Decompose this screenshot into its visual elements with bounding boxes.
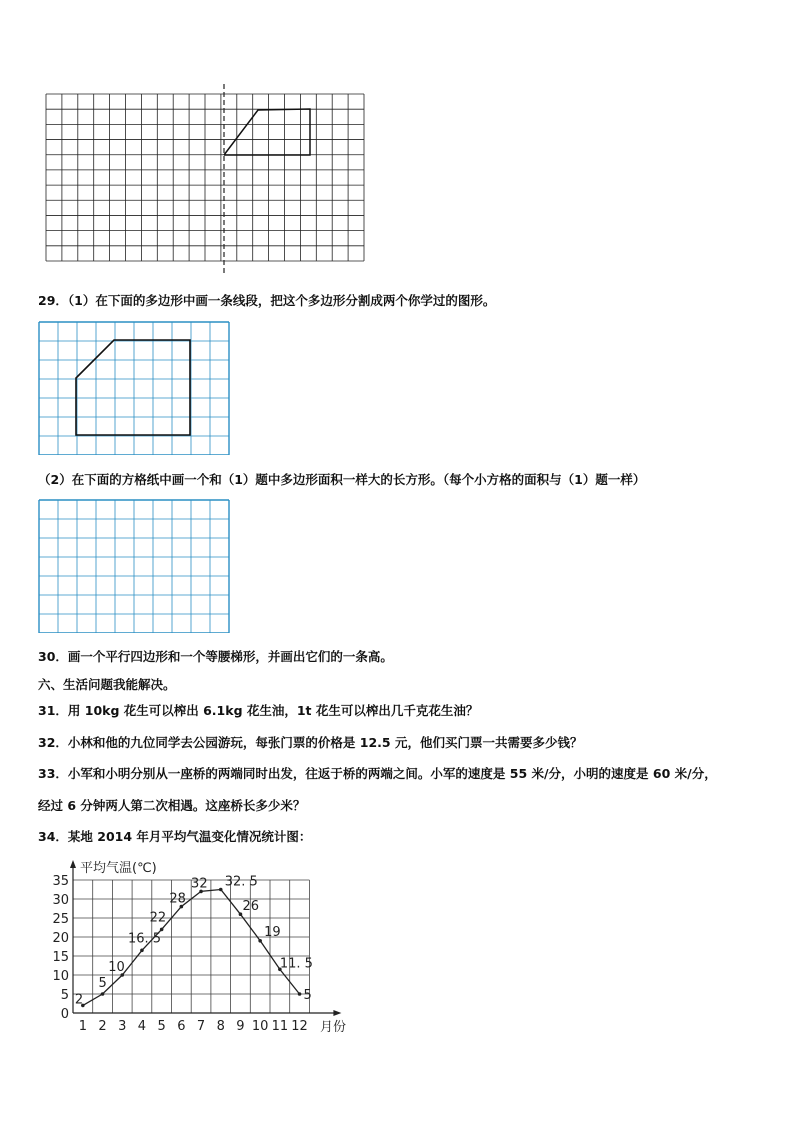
data-labels [75, 875, 313, 1008]
x-tick-label: 2 [98, 1019, 107, 1034]
data-point [258, 939, 262, 943]
x-tick-label: 8 [216, 1019, 225, 1034]
y-axis-arrow [70, 860, 76, 868]
data-label: 5 [303, 988, 312, 1003]
x-tick-label: 12 [291, 1019, 308, 1034]
y-tick-label: 10 [52, 969, 69, 984]
data-point [101, 992, 105, 996]
x-tick-label: 3 [118, 1019, 127, 1034]
x-tick-label: 5 [157, 1019, 166, 1034]
y-tick-labels [52, 874, 69, 1022]
data-label: 11. 5 [279, 956, 313, 972]
question-32: 32．小林和他的九位同学去公园游玩，每张门票的价格是 12.5 元，他们买门票一共需要多少钱？ [38, 735, 583, 750]
y-tick-label: 0 [60, 1007, 69, 1022]
question-29-part2: （2）在下面的方格纸中画一个和（1）题中多边形面积一样大的长方形。（每个小方格的面积与（1）题一样） [38, 472, 646, 487]
x-tick-label: 10 [251, 1019, 269, 1034]
y-tick-label: 15 [52, 950, 69, 965]
data-label: 28 [169, 891, 186, 907]
question-29-part1: 29．（1）在下面的多边形中画一条线段，把这个多边形分割成两个你学过的图形。 [38, 293, 496, 308]
x-tick-label: 9 [236, 1019, 245, 1034]
empty-grid [38, 499, 230, 633]
question-30: 30．画一个平行四边形和一个等腰梯形，并画出它们的一条高。 [38, 649, 393, 664]
question-33-line1: 33．小军和小明分别从一座桥的两端同时出发，往返于桥的两端之间。小军的速度是 55 米/分，小明的速度是 60 米/分， [38, 766, 717, 781]
data-label: 32 [191, 876, 208, 892]
x-axis-label: 月份 [320, 1020, 347, 1035]
section-6-heading: 六、生活问题我能解决。 [38, 677, 176, 692]
polygon-shape [76, 340, 190, 435]
question-33-line2: 经过 6 分钟两人第二次相遇。这座桥长多少米？ [38, 798, 306, 813]
x-tick-label: 7 [196, 1019, 206, 1034]
x-tick-label: 6 [177, 1019, 186, 1034]
symmetry-grid-figure [0, 0, 794, 280]
polygon-grid [38, 321, 230, 455]
data-label: 19 [264, 924, 281, 940]
x-axis-arrow [333, 1010, 341, 1016]
data-label: 32. 5 [224, 874, 258, 890]
data-label: 5 [98, 976, 107, 991]
data-point [140, 949, 144, 953]
top-grid-lines [46, 94, 364, 261]
y-tick-label: 25 [52, 912, 69, 927]
y-axis-label: 平均气温(℃) [80, 861, 157, 876]
question-34: 34．某地 2014 年月平均气温变化情况统计图： [38, 829, 312, 844]
data-point [298, 992, 302, 996]
y-tick-label: 20 [52, 931, 69, 946]
data-point [219, 888, 223, 892]
y-tick-label: 5 [60, 988, 69, 1003]
x-tick-labels [79, 1019, 308, 1034]
data-label: 10 [108, 960, 125, 975]
x-tick-label: 4 [137, 1019, 147, 1034]
x-tick-label: 11 [271, 1019, 289, 1034]
data-label: 16. 5 [127, 931, 162, 947]
data-label: 2 [74, 992, 84, 1008]
chart-grid [73, 880, 309, 1013]
x-tick-label: 1 [78, 1019, 87, 1034]
data-label: 26 [242, 899, 259, 915]
question-31: 31．用 10kg 花生可以榨出 6.1kg 花生油，1t 花生可以榨出几千克花生油？ [38, 703, 479, 718]
data-label: 22 [149, 910, 167, 926]
blue-grid-lines-2 [39, 500, 229, 633]
temperature-line-chart [30, 850, 370, 1050]
y-tick-label: 35 [52, 874, 69, 889]
y-tick-label: 30 [52, 893, 69, 908]
